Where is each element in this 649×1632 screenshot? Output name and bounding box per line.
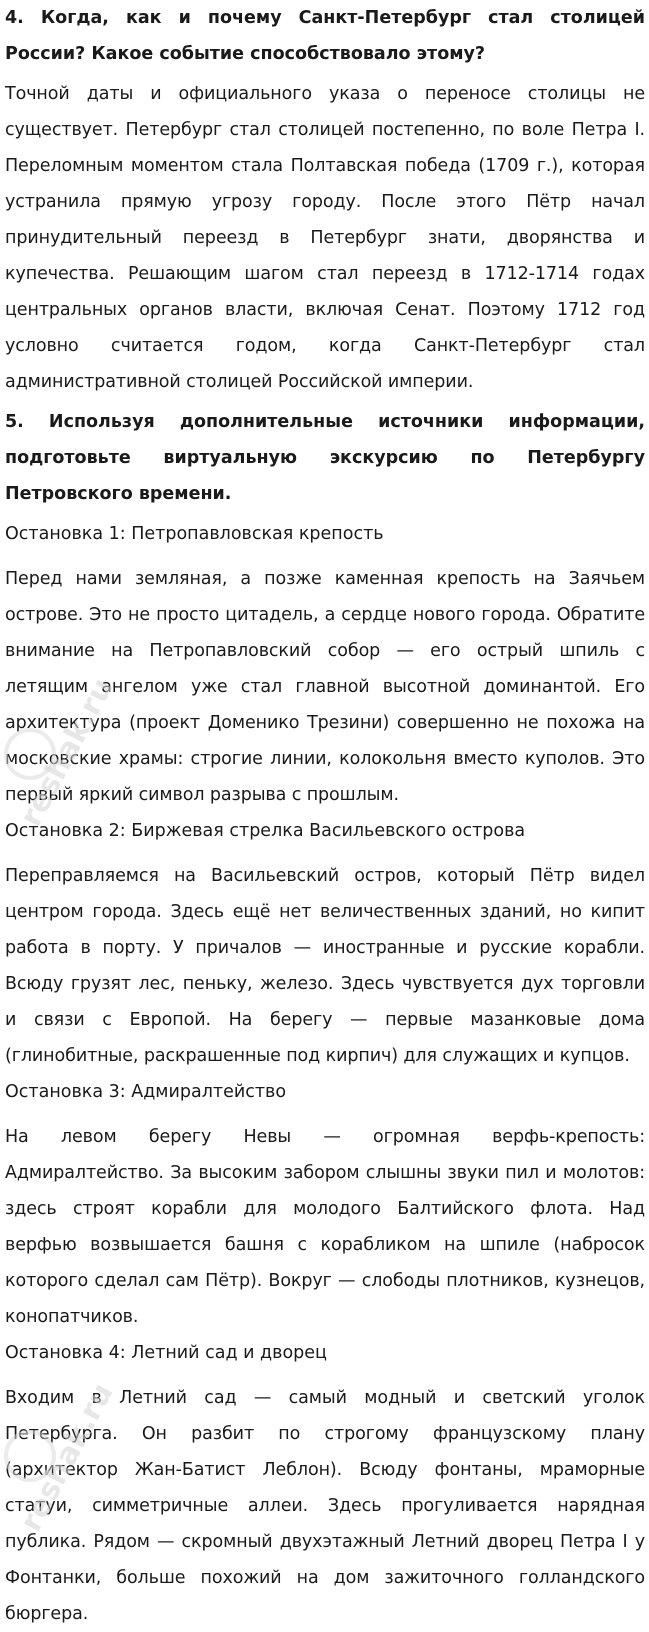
question-4-answer: Точной даты и официального указа о переносе столицы не существует. Петербург стал столицей постепенно, по воле Петра I. Переломным моментом стала Полтавская победа (1709 г.), которая устранила прямую угрозу городу. После этого Пётр начал принудительный переезд в Петербург знати, дворянства и купечества. Решающим шагом стал переезд в 1712-1714 годах центральных органов власти, включая Сенат. Поэтому 1712 год условно считается годом, когда Санкт-Петербург стал административной столицей Российской империи.: [5, 84, 645, 392]
stop-2-text: Переправляемся на Васильевский остров, который Пётр видел центром города. Здесь ещё нет величественных зданий, но кипит работа в порту. У причалов — иностранные и русские корабли. Всюду грузят лес, пеньку, железо. Здесь чувствуется дух торговли и связи с Европой. На берегу — первые мазанковые дома (глинобитные, раскрашенные под кирпич) для служащих и купцов.: [5, 866, 645, 1066]
stop-3-title: Остановка 3: Адмиралтейство: [5, 1082, 287, 1102]
watermark-text-upper: reshak.ru: [13, 672, 121, 833]
stop-1-text: Перед нами земляная, а позже каменная крепость на Заячьем острове. Это не просто цитадель, а сердце нового города. Обратите внимание на Петропавловский собор — его острый шпиль с летящим ангелом уже стал главной высотной доминантой. Его архитектура (проект Доменико Трезини) совершенно не похожа на московские храмы: строгие линии, колокольня вместо куполов. Это первый яркий символ разрыва с прошлым.: [5, 569, 645, 805]
stop-1-title: Остановка 1: Петропавловская крепость: [5, 524, 384, 544]
watermark-text-lower: reshak.ru: [13, 1377, 121, 1538]
question-5-heading: 5. Используя дополнительные источники информации, подготовьте виртуальную экскурсию по Петербургу Петровского времени.: [5, 412, 645, 504]
stop-2-title: Остановка 2: Биржевая стрелка Васильевского острова: [5, 821, 526, 841]
question-4-heading: 4. Когда, как и почему Санкт-Петербург стал столицей России? Какое событие способствовало этому?: [5, 8, 645, 64]
stop-3-text: На левом берегу Невы — огромная верфь-крепость: Адмиралтейство. За высоким забором слышны звуки пил и молотов: здесь строят корабли для молодого Балтийского флота. Над верфью возвышается башня с корабликом на шпиле (набросок которого сделал сам Пётр). Вокруг — слободы плотников, кузнецов, конопатчиков.: [5, 1127, 645, 1327]
stop-4-title: Остановка 4: Летний сад и дворец: [5, 1343, 327, 1363]
stop-4-text: Входим в Летний сад — самый модный и светский уголок Петербурга. Он разбит по строгому французскому плану (архитектор Жан-Батист Леблон). Всюду фонтаны, мраморные статуи, симметричные аллеи. Здесь прогуливается нарядная публика. Рядом — скромный двухэтажный Летний дворец Петра I у Фонтанки, больше похожий на дом зажиточного голландского бюргера.: [5, 1388, 645, 1624]
